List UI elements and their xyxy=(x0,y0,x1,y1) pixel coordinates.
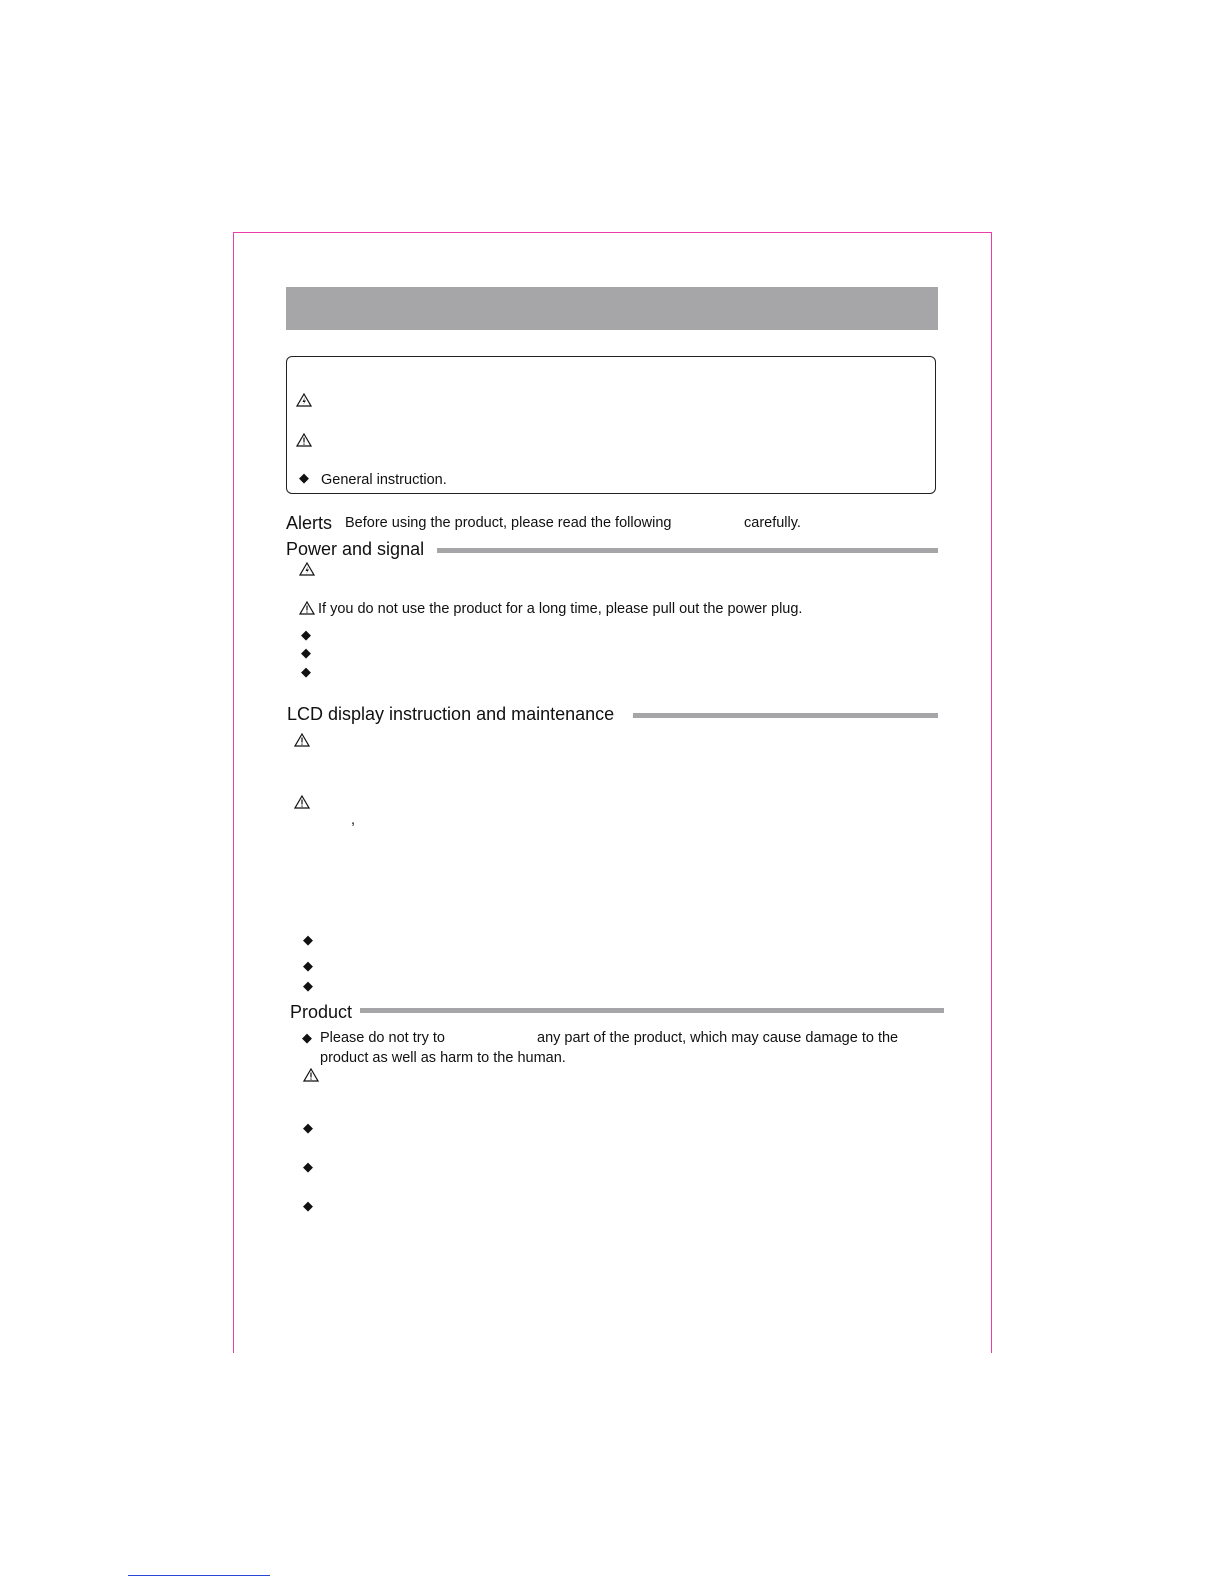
diamond-bullet-icon: ◆ xyxy=(303,932,313,947)
warning-triangle-lightning-icon xyxy=(296,393,312,407)
power-signal-rule xyxy=(437,548,938,553)
diamond-bullet-icon: ◆ xyxy=(299,470,309,485)
diamond-bullet-icon: ◆ xyxy=(303,958,313,973)
warning-triangle-lightning-icon xyxy=(299,562,315,576)
lcd-rule xyxy=(633,713,938,718)
warning-triangle-icon xyxy=(299,601,315,615)
diamond-bullet-icon: ◆ xyxy=(301,645,311,660)
diamond-bullet-icon: ◆ xyxy=(301,627,311,642)
disassemble-text-part2: any part of the product, which may cause damage to the xyxy=(537,1030,899,1046)
disassemble-text-line2: product as well as harm to the human. xyxy=(320,1050,566,1066)
lcd-stray-comma: , xyxy=(351,812,356,828)
warning-triangle-icon xyxy=(294,733,310,747)
alerts-intro-part2: carefully. xyxy=(744,515,801,531)
diamond-bullet-icon: ◆ xyxy=(303,1198,313,1213)
disassemble-text-part1: Please do not try to xyxy=(320,1030,445,1046)
diamond-bullet-icon: ◆ xyxy=(301,664,311,679)
diamond-bullet-icon: ◆ xyxy=(302,1030,312,1045)
power-signal-heading: Power and signal xyxy=(286,539,425,559)
product-heading: Product xyxy=(290,1002,353,1022)
alerts-heading: Alerts xyxy=(286,513,333,533)
product-rule xyxy=(360,1008,944,1013)
diamond-bullet-icon: ◆ xyxy=(303,1159,313,1174)
bottom-link-underline xyxy=(128,1575,270,1576)
unplug-warning-text: If you do not use the product for a long time, please pull out the power plug. xyxy=(318,601,803,617)
lcd-heading: LCD display instruction and maintenance xyxy=(287,704,615,724)
header-bar xyxy=(286,287,938,330)
warning-triangle-icon xyxy=(296,433,312,447)
diamond-bullet-icon: ◆ xyxy=(303,978,313,993)
warning-triangle-icon xyxy=(303,1068,319,1082)
alerts-intro-part1: Before using the product, please read the following xyxy=(345,515,672,531)
warning-triangle-icon xyxy=(294,795,310,809)
diamond-bullet-icon: ◆ xyxy=(303,1120,313,1135)
legend-general-instruction: General instruction. xyxy=(321,472,447,488)
